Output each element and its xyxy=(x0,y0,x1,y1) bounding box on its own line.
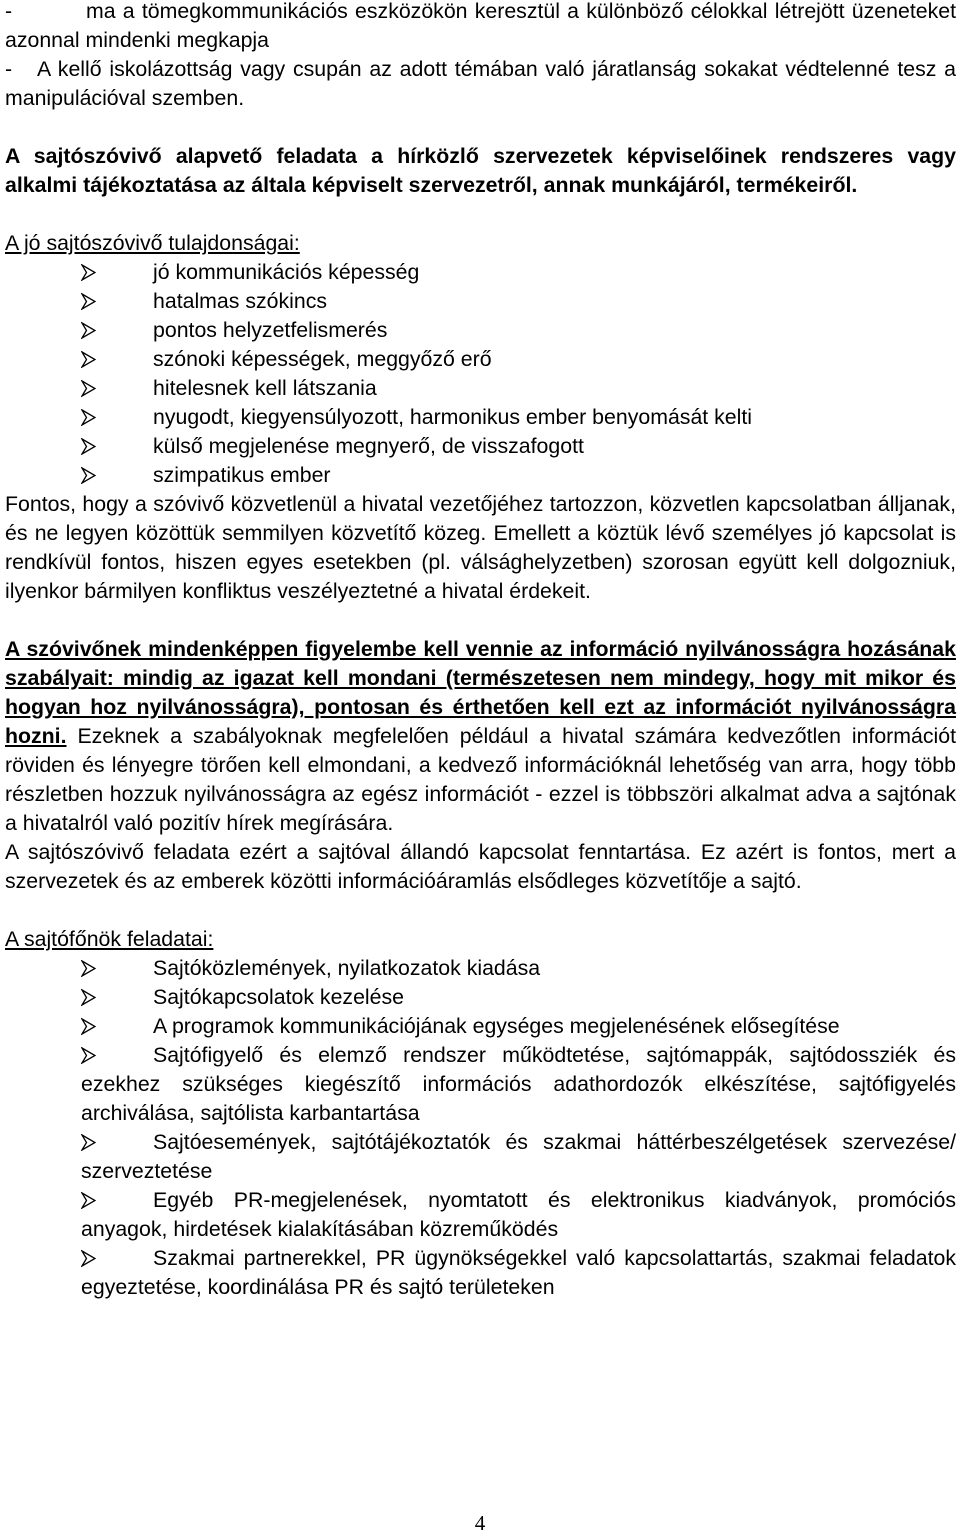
list-item-text: Szakmai partnerekkel, PR ügynökségekkel való kapcsolattartás, szakmai feladatok egyeztetése, koordinálása PR és sajtó területeken xyxy=(81,1246,956,1299)
traits-list xyxy=(5,258,956,490)
arrowhead-bullet-icon xyxy=(81,374,96,397)
list-item-text: hatalmas szókincs xyxy=(153,289,327,313)
list-item-text: szónoki képességek, meggyőző erő xyxy=(153,347,492,371)
arrowhead-bullet-icon xyxy=(81,316,96,339)
arrowhead-bullet-icon xyxy=(81,403,96,426)
arrowhead-bullet-icon xyxy=(81,432,96,455)
list-item xyxy=(5,954,956,983)
paragraph-rules xyxy=(5,635,956,838)
intro-line-1-text: ma a tömegkommunikációs eszközökön keresztül a különböző célokkal létrejött üzeneteket azonnal mindenki megkapja xyxy=(5,0,956,52)
list-item xyxy=(5,287,956,316)
list-item xyxy=(5,345,956,374)
list-item-text: pontos helyzetfelismerés xyxy=(153,318,388,342)
list-item-text: Egyéb PR-megjelenések, nyomtatott és elektronikus kiadványok, promóciós anyagok, hirdetések kialakításában közreműködés xyxy=(81,1188,956,1241)
dash-marker: - xyxy=(5,0,13,23)
intro-line-2 xyxy=(5,55,956,113)
page-number: 4 xyxy=(474,1511,486,1535)
arrowhead-bullet-icon xyxy=(81,461,96,484)
list-item xyxy=(5,316,956,345)
list-item-text: külső megjelenése megnyerő, de visszafogott xyxy=(153,434,584,458)
list-item xyxy=(5,1244,956,1302)
intro-line-1 xyxy=(5,0,956,55)
arrowhead-bullet-icon xyxy=(81,983,96,1006)
dash-marker: - xyxy=(5,57,13,81)
arrowhead-bullet-icon xyxy=(81,1244,96,1267)
list-item xyxy=(5,403,956,432)
paragraph-spokesperson-task: A sajtószóvivő alapvető feladata a hírközlő szervezetek képviselőinek rendszeres vagy alkalmi tájékoztatása az általa képviselt szervezetről, annak munkájáról, termékeiről. xyxy=(5,144,956,197)
chief-tasks-list xyxy=(5,954,956,1302)
list-item xyxy=(5,983,956,1012)
paragraph-press-contact: A sajtószóvivő feladata ezért a sajtóval állandó kapcsolat fenntartása. Ez azért is fontos, mert a szervezetek és az emberek közötti információáramlás elsődleges közvetítője a sajtó. xyxy=(5,840,956,893)
list-item-text: Sajtóközlemények, nyilatkozatok kiadása xyxy=(153,956,541,980)
list-item xyxy=(5,432,956,461)
arrowhead-bullet-icon xyxy=(81,345,96,368)
list-item xyxy=(5,1041,956,1128)
arrowhead-bullet-icon xyxy=(81,1186,96,1209)
chief-heading: A sajtófőnök feladatai: xyxy=(5,927,214,951)
intro-line-2-text: A kellő iskolázottság vagy csupán az adott témában való járatlanság sokakat védtelenné tesz a manipulációval szemben. xyxy=(5,57,956,110)
arrowhead-bullet-icon xyxy=(81,1012,96,1035)
list-item xyxy=(5,258,956,287)
arrowhead-bullet-icon xyxy=(81,954,96,977)
arrowhead-bullet-icon xyxy=(81,1041,96,1064)
arrowhead-bullet-icon xyxy=(81,258,96,281)
list-item-text: szimpatikus ember xyxy=(153,463,331,487)
list-item xyxy=(5,374,956,403)
paragraph-importance: Fontos, hogy a szóvivő közvetlenül a hivatal vezetőjéhez tartozzon, közvetlen kapcsolatban álljanak, és ne legyen közöttük semmilyen közvetítő közeg. Emellett a köztük lévő személyes jó kapcsolat is rendkívül fontos, hiszen egyes esetekben (pl. válsághelyzetben) szorosan együtt kell dolgozniuk, ilyenkor bármilyen konfliktus veszélyeztetné a hivatal érdekeit. xyxy=(5,492,956,603)
list-item-text: A programok kommunikációjának egységes megjelenésének elősegítése xyxy=(153,1014,840,1038)
list-item-text: Sajtókapcsolatok kezelése xyxy=(153,985,404,1009)
list-item xyxy=(5,1128,956,1186)
document-page xyxy=(5,0,956,1302)
rules-bold-text: A szóvivőnek mindenképpen figyelembe kell vennie az információ nyilvánosságra hozásának szabályait: mindig az igazat kell mondani (természetesen nem mindegy, hogy mit mikor és hogyan hoz nyilvánosságra), pontosan és érthetően kell ezt az információt nyilvánosságra hozni. xyxy=(5,637,956,748)
list-item xyxy=(5,461,956,490)
arrowhead-bullet-icon xyxy=(81,287,96,310)
list-item xyxy=(5,1186,956,1244)
list-item-text: jó kommunikációs képesség xyxy=(153,260,420,284)
rules-rest-text: Ezeknek a szabályoknak megfelelően például a hivatal számára kedvezőtlen információt röviden és lényegre törően kell elmondani, a kedvező információknál lehetőség van arra, hogy több részletben hozzuk nyilvánosságra az egész információt - ezzel is többszöri alkalmat adva a sajtónak a hivatalról való pozitív hírek megírására. xyxy=(5,724,956,835)
arrowhead-bullet-icon xyxy=(81,1128,96,1151)
list-item-text: Sajtófigyelő és elemző rendszer működtetése, sajtómappák, sajtódossziék és ezekhez szükséges kiegészítő információs adathordozók elkészítése, sajtófigyelés archiválása, sajtólista karbantartása xyxy=(81,1043,956,1125)
list-item xyxy=(5,1012,956,1041)
list-item-text: Sajtóesemények, sajtótájékoztatók és szakmai háttérbeszélgetések szervezése/ szerveztetése xyxy=(81,1130,956,1183)
list-item-text: nyugodt, kiegyensúlyozott, harmonikus ember benyomását kelti xyxy=(153,405,752,429)
traits-heading: A jó sajtószóvivő tulajdonságai: xyxy=(5,231,300,255)
list-item-text: hitelesnek kell látszania xyxy=(153,376,377,400)
